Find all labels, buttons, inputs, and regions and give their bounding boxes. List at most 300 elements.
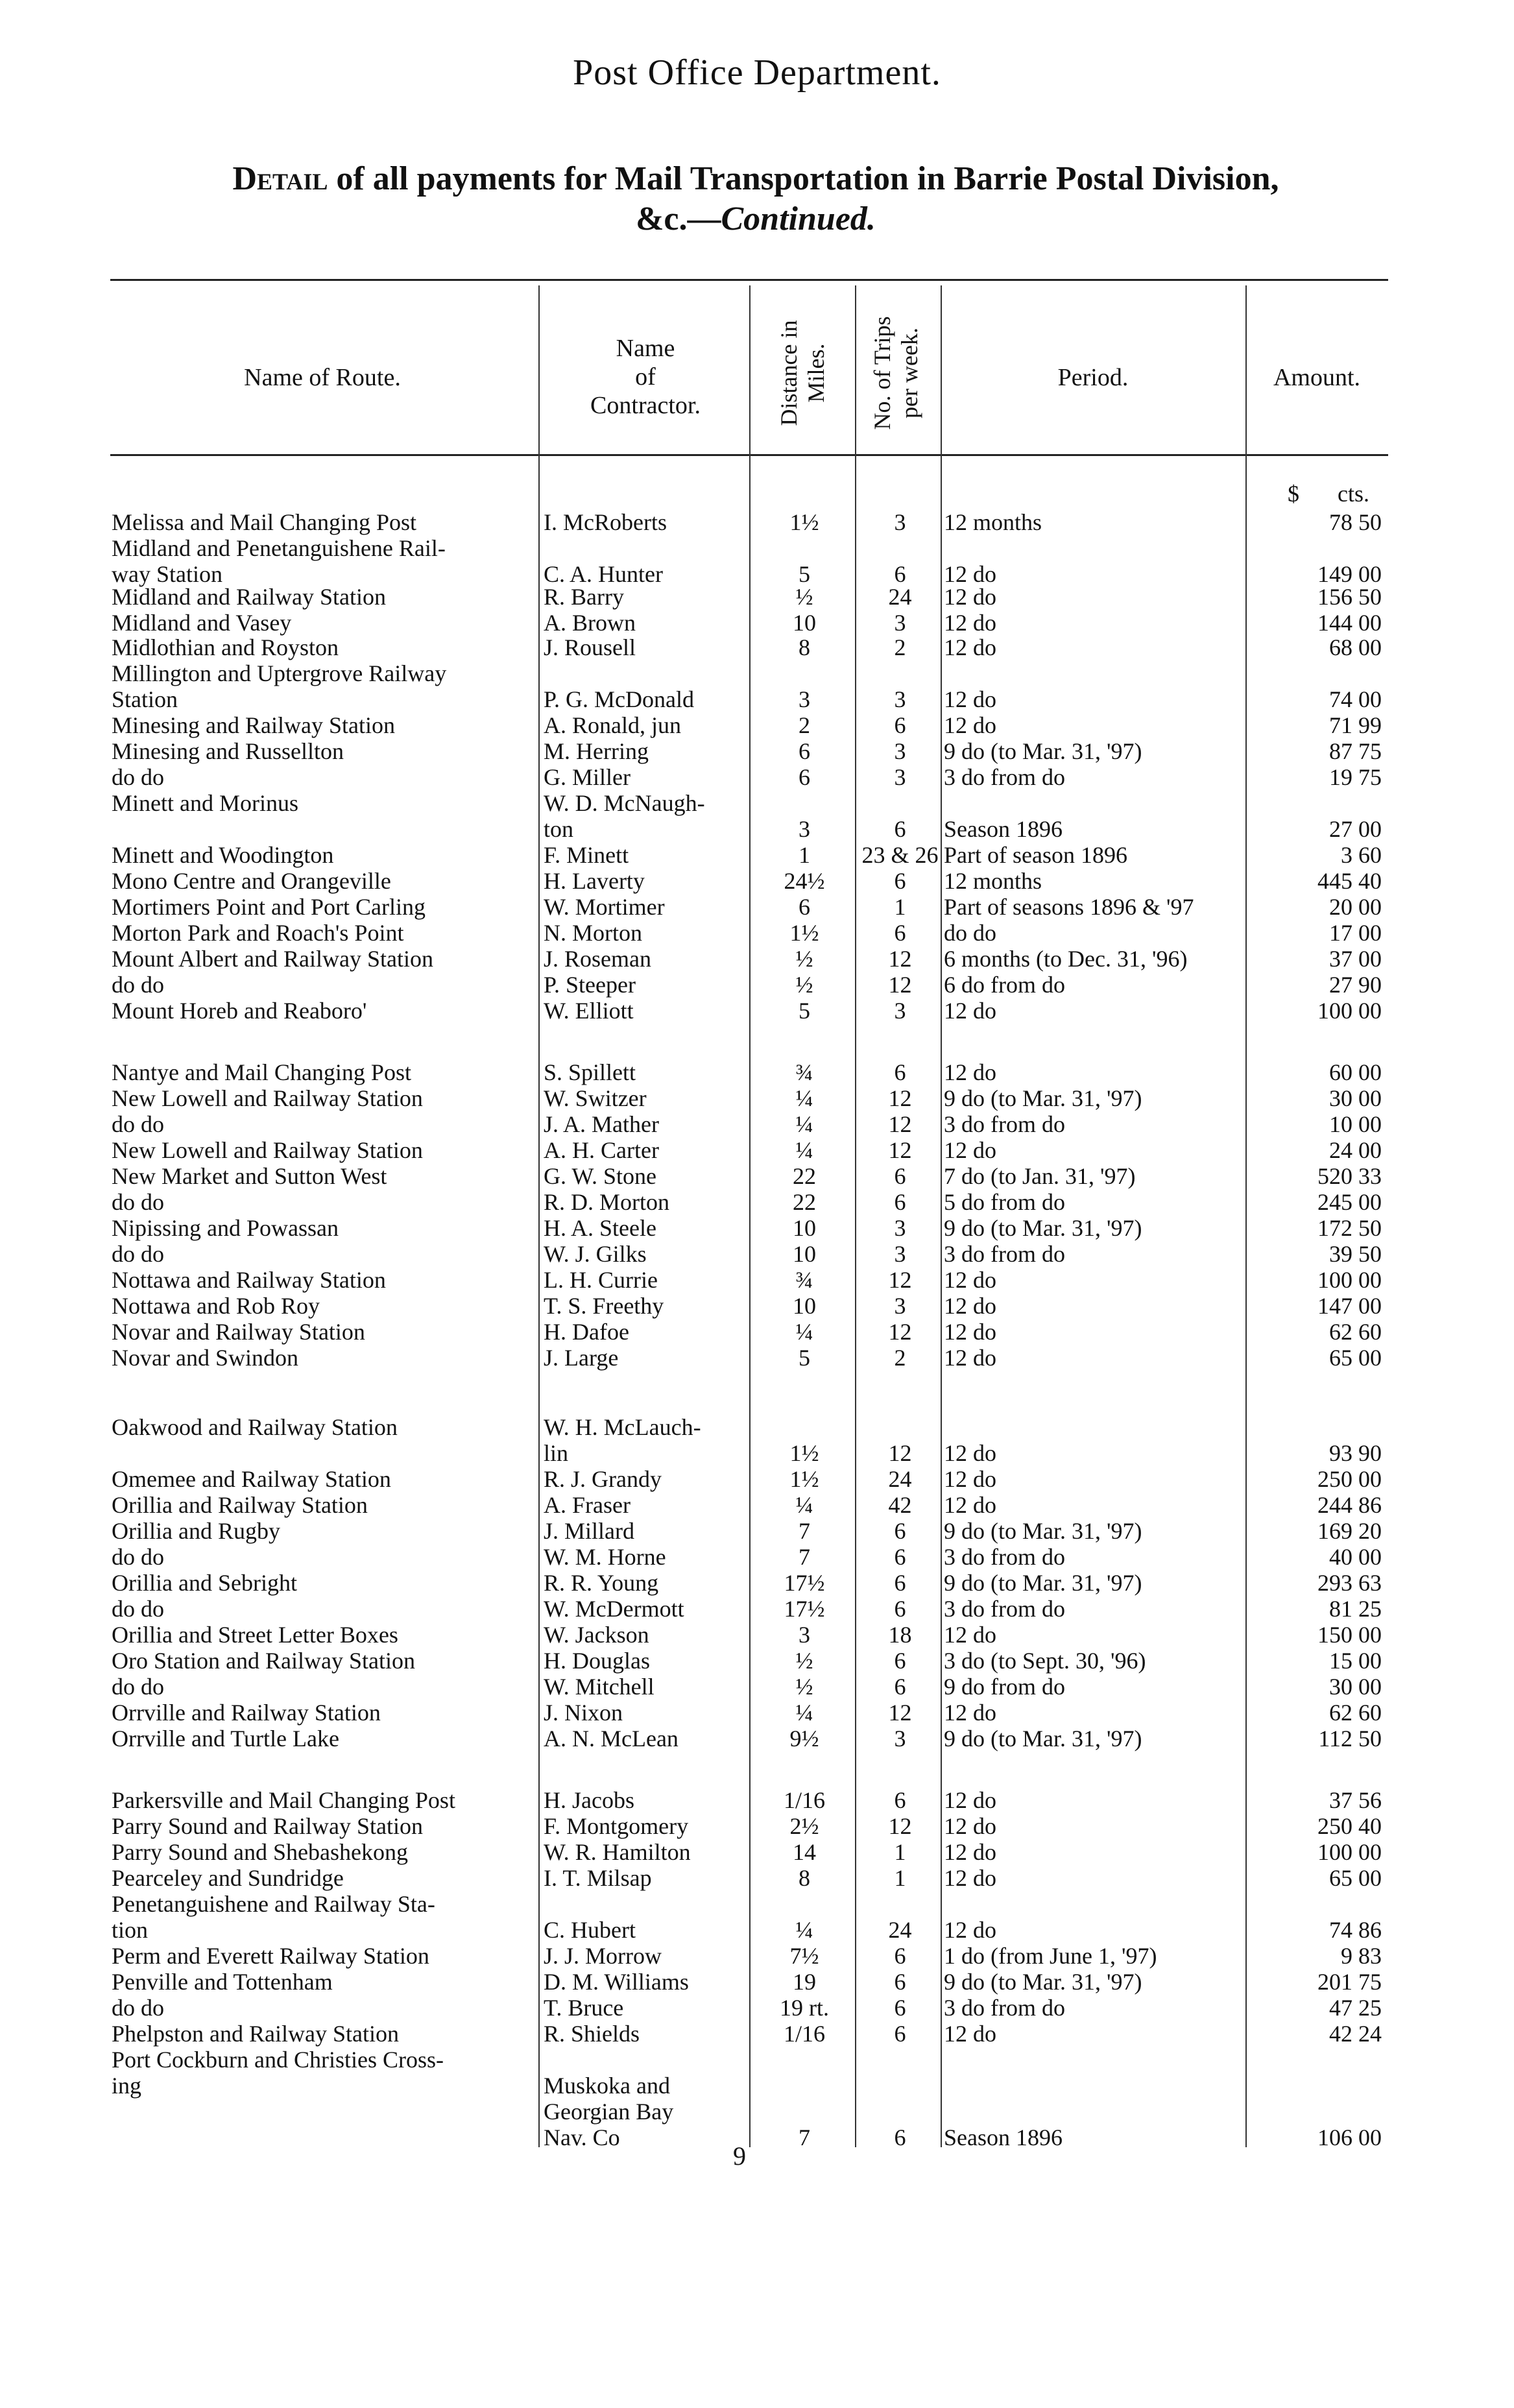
title-prefix: &c.— (636, 200, 721, 237)
route-name: Midland and Railway Station (112, 584, 386, 610)
trips-per-week: 3 (894, 998, 906, 1024)
distance-miles: ½ (795, 1648, 813, 1674)
contractor-name: F. Minett (544, 842, 629, 868)
title-main: of all payments for Mail Transportation in Barrie Postal Division, (328, 160, 1279, 197)
period-text: 12 do (944, 1700, 996, 1726)
column-header-trips-line2: per week. (896, 328, 922, 418)
table-row (0, 1674, 1514, 1700)
period-text: 9 do (to Mar. 31, '97) (944, 1726, 1142, 1752)
route-name: Novar and Railway Station (112, 1319, 365, 1345)
table-row (0, 1267, 1514, 1293)
amount-value: 15 00 (1329, 1648, 1382, 1674)
period-text: 12 do (944, 1813, 996, 1839)
period-text: 12 do (944, 1137, 996, 1163)
distance-miles: ½ (795, 584, 813, 610)
column-header-trips-line1: No. of Trips (869, 316, 895, 430)
amount-value: 520 33 (1317, 1163, 1382, 1189)
amount-value: 112 50 (1318, 1726, 1382, 1752)
trips-per-week: 3 (894, 764, 906, 790)
table-row (0, 1865, 1514, 1891)
column-header-amount: Amount. (1273, 364, 1361, 391)
route-name: Omemee and Railway Station (112, 1466, 391, 1492)
contractor-name: H. Dafoe (544, 1319, 629, 1345)
table-row (0, 584, 1514, 610)
period-text: Part of season 1896 (944, 842, 1127, 868)
table-row (0, 816, 1514, 842)
trips-per-week: 3 (894, 686, 906, 712)
column-header-distance-line1: Distance in (776, 320, 802, 426)
distance-miles: 7 (799, 1544, 810, 1570)
distance-miles: 10 (793, 1215, 816, 1241)
amount-value: 68 00 (1329, 634, 1382, 660)
trips-per-week: 12 (888, 1111, 912, 1137)
amount-value: 93 90 (1329, 1440, 1382, 1466)
page-header: Post Office Department. (573, 53, 941, 93)
table-row (0, 946, 1514, 972)
route-name: Minesing and Russellton (112, 738, 344, 764)
amount-value: 150 00 (1317, 1622, 1382, 1648)
distance-miles: ¼ (795, 1917, 813, 1943)
amount-value: 445 40 (1317, 868, 1382, 894)
trips-per-week: 12 (888, 1319, 912, 1345)
distance-miles: ¼ (795, 1492, 813, 1518)
table-row (0, 738, 1514, 764)
contractor-name: W. M. Horne (544, 1544, 666, 1570)
route-name: do do (112, 1189, 164, 1215)
route-name: Orillia and Railway Station (112, 1492, 368, 1518)
period-text: 12 months (944, 509, 1042, 535)
trips-per-week: 6 (894, 1995, 906, 2021)
period-text: 3 do from do (944, 1241, 1065, 1267)
period-text: 12 do (944, 2021, 996, 2047)
table-row (0, 1726, 1514, 1752)
table-row (0, 712, 1514, 738)
table-row (0, 1137, 1514, 1163)
table-row (0, 1570, 1514, 1596)
route-name: Orillia and Street Letter Boxes (112, 1622, 398, 1648)
distance-miles: 14 (793, 1839, 816, 1865)
contractor-name: I. McRoberts (544, 509, 667, 535)
distance-miles: 3 (799, 816, 810, 842)
route-name: Minett and Woodington (112, 842, 334, 868)
contractor-name: W. J. Gilks (544, 1241, 647, 1267)
route-name: do do (112, 1995, 164, 2021)
table-row (0, 1319, 1514, 1345)
contractor-name: A. Fraser (544, 1492, 631, 1518)
route-name: Mono Centre and Orangeville (112, 868, 391, 894)
period-text: 12 do (944, 686, 996, 712)
table-row (0, 634, 1514, 660)
trips-per-week: 6 (894, 712, 906, 738)
period-text: 3 do from do (944, 1544, 1065, 1570)
route-name: Minesing and Railway Station (112, 712, 395, 738)
route-name: Penville and Tottenham (112, 1969, 333, 1995)
amount-value: 47 25 (1329, 1995, 1382, 2021)
amount-value: 27 90 (1329, 972, 1382, 998)
trips-per-week: 2 (894, 1345, 906, 1371)
column-header-trips (869, 282, 927, 464)
route-name: Mortimers Point and Port Carling (112, 894, 426, 920)
contractor-name: G. W. Stone (544, 1163, 657, 1189)
column-header-distance (775, 282, 834, 464)
document-title (91, 159, 1421, 239)
amount-value: 149 00 (1317, 561, 1382, 587)
table-row (0, 1440, 1514, 1466)
distance-miles: 19 (793, 1969, 816, 1995)
column-header-contractor-line3: Contractor. (590, 392, 701, 419)
route-name: Millington and Uptergrove Railway (112, 660, 447, 686)
contractor-name: C. A. Hunter (544, 561, 663, 587)
period-text: 9 do (to Mar. 31, '97) (944, 738, 1142, 764)
route-name: New Lowell and Railway Station (112, 1137, 423, 1163)
route-name: Parry Sound and Shebashekong (112, 1839, 408, 1865)
amount-value: 293 63 (1317, 1570, 1382, 1596)
contractor-name: J. Rousell (544, 634, 636, 660)
amount-value: 81 25 (1329, 1596, 1382, 1622)
route-name: Pearceley and Sundridge (112, 1865, 344, 1891)
contractor-name: C. Hubert (544, 1917, 636, 1943)
route-name: Minett and Morinus (112, 790, 298, 816)
amount-value: 100 00 (1317, 1839, 1382, 1865)
table-row (0, 1241, 1514, 1267)
table-row (0, 894, 1514, 920)
amount-value: 19 75 (1329, 764, 1382, 790)
amount-value: 250 00 (1317, 1466, 1382, 1492)
trips-per-week: 1 (894, 1839, 906, 1865)
amount-value: 9 83 (1341, 1943, 1382, 1969)
contractor-name: A. Ronald, jun (544, 712, 681, 738)
route-name: do do (112, 1596, 164, 1622)
distance-miles: 8 (799, 634, 810, 660)
distance-miles: 7 (799, 1518, 810, 1544)
trips-per-week: 6 (894, 1518, 906, 1544)
trips-per-week: 3 (894, 1215, 906, 1241)
distance-miles: ¼ (795, 1111, 813, 1137)
trips-per-week: 3 (894, 1293, 906, 1319)
distance-miles: 5 (799, 998, 810, 1024)
contractor-name: A. Brown (544, 610, 636, 636)
distance-miles: ¾ (795, 1267, 813, 1293)
trips-per-week: 6 (894, 1648, 906, 1674)
route-name: Penetanguishene and Railway Sta- (112, 1891, 435, 1917)
period-text: 12 do (944, 1492, 996, 1518)
table-row (0, 868, 1514, 894)
contractor-name: A. N. McLean (544, 1726, 679, 1752)
amount-value: 100 00 (1317, 1267, 1382, 1293)
table-row (0, 1969, 1514, 1995)
distance-miles: 1½ (789, 1440, 819, 1466)
contractor-name: lin (544, 1440, 569, 1466)
amount-value: 245 00 (1317, 1189, 1382, 1215)
trips-per-week: 3 (894, 1726, 906, 1752)
amount-value: 37 00 (1329, 946, 1382, 972)
contractor-name: W. Elliott (544, 998, 634, 1024)
title-lead: Detail (232, 160, 328, 197)
route-name: Oakwood and Railway Station (112, 1414, 398, 1440)
table-row (0, 972, 1514, 998)
title-continued: Continued. (721, 200, 876, 237)
table-row (0, 920, 1514, 946)
contractor-name: R. J. Grandy (544, 1466, 662, 1492)
amount-value: 20 00 (1329, 894, 1382, 920)
distance-miles: 17½ (784, 1570, 825, 1596)
period-text: 12 do (944, 634, 996, 660)
trips-per-week: 6 (894, 2021, 906, 2047)
contractor-name: F. Montgomery (544, 1813, 689, 1839)
amount-value: 74 00 (1329, 686, 1382, 712)
contractor-name: M. Herring (544, 738, 649, 764)
distance-miles: 10 (793, 610, 816, 636)
distance-miles: ¼ (795, 1137, 813, 1163)
amount-value: 78 50 (1329, 509, 1382, 535)
period-text: 12 do (944, 1267, 996, 1293)
table-row (0, 1995, 1514, 2021)
distance-miles: ¼ (795, 1085, 813, 1111)
distance-miles: 24½ (784, 868, 825, 894)
contractor-name: H. A. Steele (544, 1215, 656, 1241)
contractor-name: W. McDermott (544, 1596, 684, 1622)
period-text: 12 do (944, 1293, 996, 1319)
route-name: Orrville and Turtle Lake (112, 1726, 339, 1752)
table-row (0, 1700, 1514, 1726)
contractor-name: W. R. Hamilton (544, 1839, 691, 1865)
column-header-contractor-line2: of (635, 363, 656, 391)
route-name: tion (112, 1917, 149, 1943)
trips-per-week: 6 (894, 1787, 906, 1813)
distance-miles: 9½ (789, 1726, 819, 1752)
dollar-sign: $ (1288, 481, 1299, 507)
route-name: do do (112, 1111, 164, 1137)
route-name: do do (112, 764, 164, 790)
distance-miles: 1 (799, 842, 810, 868)
distance-miles: ¼ (795, 1319, 813, 1345)
trips-per-week: 3 (894, 509, 906, 535)
contractor-name: R. Shields (544, 2021, 640, 2047)
route-name: do do (112, 972, 164, 998)
column-header-distance-line2: Miles. (803, 343, 829, 403)
contractor-name: Georgian Bay (544, 2099, 674, 2125)
route-name: New Market and Sutton West (112, 1163, 387, 1189)
trips-per-week: 6 (894, 561, 906, 587)
period-text: 12 do (944, 1865, 996, 1891)
trips-per-week: 6 (894, 920, 906, 946)
trips-per-week: 6 (894, 1943, 906, 1969)
table-row (0, 1622, 1514, 1648)
contractor-name: S. Spillett (544, 1059, 636, 1085)
distance-miles: ¾ (795, 1059, 813, 1085)
contractor-name: G. Miller (544, 764, 631, 790)
table-row (0, 2099, 1514, 2125)
trips-per-week: 6 (894, 1570, 906, 1596)
contractor-name: Muskoka and (544, 2073, 670, 2099)
period-text: 7 do (to Jan. 31, '97) (944, 1163, 1136, 1189)
route-name: Nantye and Mail Changing Post (112, 1059, 411, 1085)
amount-value: 40 00 (1329, 1544, 1382, 1570)
table-row (0, 1943, 1514, 1969)
table-row (0, 842, 1514, 868)
period-text: 5 do from do (944, 1189, 1065, 1215)
table-row (0, 1345, 1514, 1371)
route-name: Orrville and Railway Station (112, 1700, 381, 1726)
table-row (0, 1917, 1514, 1943)
period-text: Part of seasons 1896 & '97 (944, 894, 1194, 920)
trips-per-week: 12 (888, 1137, 912, 1163)
page-number: 9 (733, 2141, 746, 2171)
period-text: 3 do from do (944, 1596, 1065, 1622)
trips-per-week: 1 (894, 1865, 906, 1891)
trips-per-week: 6 (894, 2125, 906, 2150)
trips-per-week: 6 (894, 1059, 906, 1085)
period-text: 12 do (944, 1319, 996, 1345)
trips-per-week: 6 (894, 1189, 906, 1215)
contractor-name: J. Large (544, 1345, 619, 1371)
contractor-name: W. H. McLauch- (544, 1414, 701, 1440)
period-text: 12 do (944, 1440, 996, 1466)
table-row (0, 1518, 1514, 1544)
trips-per-week: 3 (894, 738, 906, 764)
table-row (0, 1787, 1514, 1813)
period-text: 12 do (944, 584, 996, 610)
contractor-name: P. G. McDonald (544, 686, 694, 712)
distance-miles: 6 (799, 764, 810, 790)
period-text: 9 do (to Mar. 31, '97) (944, 1969, 1142, 1995)
route-name: Nottawa and Railway Station (112, 1267, 386, 1293)
amount-value: 27 00 (1329, 816, 1382, 842)
route-name: do do (112, 1544, 164, 1570)
route-name: Morton Park and Roach's Point (112, 920, 404, 946)
distance-miles: ½ (795, 946, 813, 972)
trips-per-week: 12 (888, 1813, 912, 1839)
distance-miles: 19 rt. (780, 1995, 829, 2021)
distance-miles: 10 (793, 1293, 816, 1319)
distance-miles: 6 (799, 894, 810, 920)
column-header-route: Name of Route. (244, 364, 401, 391)
amount-value: 156 50 (1317, 584, 1382, 610)
route-name: Orillia and Sebright (112, 1570, 297, 1596)
amount-value: 106 00 (1317, 2125, 1382, 2150)
table-row (0, 764, 1514, 790)
trips-per-week: 12 (888, 1440, 912, 1466)
distance-miles: 3 (799, 1622, 810, 1648)
trips-per-week: 6 (894, 1674, 906, 1700)
amount-value: 60 00 (1329, 1059, 1382, 1085)
period-text: 12 do (944, 610, 996, 636)
contractor-name: W. Switzer (544, 1085, 647, 1111)
route-name: Station (112, 686, 178, 712)
period-text: 3 do from do (944, 764, 1065, 790)
route-name: Parkersville and Mail Changing Post (112, 1787, 455, 1813)
table-row (0, 2021, 1514, 2047)
table-row (0, 790, 1514, 816)
contractor-name: D. M. Williams (544, 1969, 689, 1995)
contractor-name: J. Millard (544, 1518, 634, 1544)
period-text: 12 do (944, 1917, 996, 1943)
contractor-name: H. Jacobs (544, 1787, 634, 1813)
table-row (0, 1059, 1514, 1085)
route-name: Midlothian and Royston (112, 634, 339, 660)
amount-value: 65 00 (1329, 1345, 1382, 1371)
amount-value: 201 75 (1317, 1969, 1382, 1995)
period-text: 12 do (944, 1059, 996, 1085)
amount-value: 71 99 (1329, 712, 1382, 738)
route-name: Midland and Vasey (112, 610, 292, 636)
amount-value: 39 50 (1329, 1241, 1382, 1267)
table-row (0, 1648, 1514, 1674)
contractor-name: W. Mitchell (544, 1674, 655, 1700)
distance-miles: 5 (799, 561, 810, 587)
route-name: Port Cockburn and Christies Cross- (112, 2047, 444, 2073)
distance-miles: 7 (799, 2125, 810, 2150)
amount-value: 147 00 (1317, 1293, 1382, 1319)
distance-miles: 1/16 (783, 1787, 825, 1813)
route-name: Orillia and Rugby (112, 1518, 280, 1544)
table-row (0, 1163, 1514, 1189)
trips-per-week: 2 (894, 634, 906, 660)
distance-miles: 7½ (789, 1943, 819, 1969)
top-rule (110, 279, 1388, 281)
contractor-name: I. T. Milsap (544, 1865, 652, 1891)
table-row (0, 1466, 1514, 1492)
period-text: 3 do (to Sept. 30, '96) (944, 1648, 1146, 1674)
amount-value: 250 40 (1317, 1813, 1382, 1839)
table-row (0, 1085, 1514, 1111)
distance-miles: 10 (793, 1241, 816, 1267)
period-text: 1 do (from June 1, '97) (944, 1943, 1157, 1969)
contractor-name: J. J. Morrow (544, 1943, 662, 1969)
route-name: Nottawa and Rob Roy (112, 1293, 320, 1319)
distance-miles: 5 (799, 1345, 810, 1371)
trips-per-week: 12 (888, 1267, 912, 1293)
contractor-name: H. Laverty (544, 868, 645, 894)
contractor-name: J. Nixon (544, 1700, 623, 1726)
contractor-name: W. Jackson (544, 1622, 649, 1648)
contractor-name: T. Bruce (544, 1995, 624, 2021)
table-row (0, 535, 1514, 561)
distance-miles: 3 (799, 686, 810, 712)
table-row (0, 686, 1514, 712)
contractor-name: P. Steeper (544, 972, 636, 998)
period-text: 9 do from do (944, 1674, 1065, 1700)
contractor-name: R. D. Morton (544, 1189, 670, 1215)
trips-per-week: 3 (894, 610, 906, 636)
trips-per-week: 3 (894, 1241, 906, 1267)
contractor-name: A. H. Carter (544, 1137, 659, 1163)
route-name: Nipissing and Powassan (112, 1215, 339, 1241)
trips-per-week: 24 (888, 1917, 912, 1943)
period-text: 12 do (944, 1787, 996, 1813)
contractor-name: L. H. Currie (544, 1267, 658, 1293)
period-text: 12 do (944, 1622, 996, 1648)
trips-per-week: 12 (888, 1700, 912, 1726)
route-name: Midland and Penetanguishene Rail- (112, 535, 446, 561)
period-text: 12 do (944, 998, 996, 1024)
route-name: Oro Station and Railway Station (112, 1648, 415, 1674)
contractor-name: R. Barry (544, 584, 624, 610)
table-row (0, 1414, 1514, 1440)
trips-per-week: 24 (888, 1466, 912, 1492)
route-name: way Station (112, 561, 222, 587)
amount-value: 74 86 (1329, 1917, 1382, 1943)
amount-value: 87 75 (1329, 738, 1382, 764)
distance-miles: 17½ (784, 1596, 825, 1622)
trips-per-week: 12 (888, 1085, 912, 1111)
table-row (0, 1189, 1514, 1215)
contractor-name: H. Douglas (544, 1648, 650, 1674)
amount-value: 37 56 (1329, 1787, 1382, 1813)
distance-miles: ½ (795, 1674, 813, 1700)
trips-per-week: 6 (894, 868, 906, 894)
table-row (0, 2047, 1514, 2073)
